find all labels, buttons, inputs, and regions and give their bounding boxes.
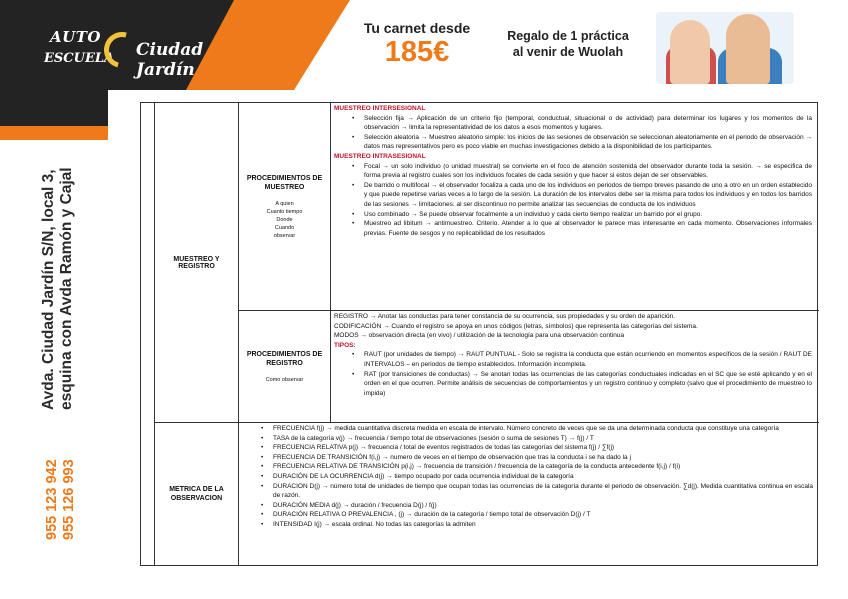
logo-text-name: Ciudad Jardín [136, 40, 204, 80]
list-item: • DURACIÓN DE LA OCURRENCIA d(j) → tiempo ocupado por cada ocurrencia individual de la categoría [243, 472, 813, 482]
list-item: • Focal → un solo individuo (o unidad muestral) se convierte en el foco de atención sostenida del observador durante toda la sesión. → se especifica de forma previa al registro cuales son los individuos focales de cada sesión y que hacer si estos dejan de ser observables. [334, 162, 812, 181]
list-item: • DURACIÓN RELATIVA O PREVALENCIA , (j) → duración de la categoría / tiempo total de observación D(j) / T [243, 510, 813, 520]
list-item: • TASA de la categoría v(j) → frecuencia / tiempo total de observaciones (sesión o suma de sesiones T) → f(j) / T [243, 434, 813, 444]
gift-line-1: Regalo de 1 práctica [507, 29, 629, 43]
registro-definition: REGISTRO → Anotar las conductas para tener constancia de su ocurrencia, sus propiedades y su orden de aparición. [334, 313, 676, 320]
label-procedimientos-registro: PROCEDIMIENTOS DE REGISTRO Como observar [239, 311, 331, 423]
notes-table [140, 102, 818, 566]
promo-price: 185€ [384, 36, 450, 68]
row-label-metrica: METRICA DE LA OBSERVACION [155, 423, 239, 565]
row-label-muestreo-registro: MUESTREO Y REGISTRO [155, 103, 239, 423]
list-item: • Muestreo ad libitum → antimuestreo. Criterio. Atender a lo que al observador le parece mas interesante en cada momento. Observaciones informales previas. Fuente de sesgos y no replicabilidad de los resultados [334, 219, 812, 238]
list-item: • FRECUENCIA DE TRANSICIÓN f(i,j) → numero de veces en el tiempo de observación que tras la conducta i se ha dado la j [243, 453, 813, 463]
muestreo-questions: A quien Cuanto tiempo Donde Cuando observar [266, 200, 303, 239]
logo-text-auto: AUTO [50, 28, 101, 46]
list-item: • INTENSIDAD I(j) → escala ordinal. No todas las categorías la admiten [243, 520, 813, 530]
label-procedimientos-muestreo: PROCEDIMIENTOS DE MUESTREO A quien Cuanto tiempo Donde Cuando observar [239, 103, 331, 311]
autoescuela-logo [40, 18, 250, 78]
header-orange-strip [0, 126, 108, 140]
gift-promo [498, 28, 638, 60]
list-item: • Selección fija → Aplicación de un criterio fijo (temporal, conductual, situacional o de actividad) para determinar los lugares y los momentos de la observación → limita la representatividad de los datos a esos momentos y lugares. [334, 114, 812, 133]
address-line-2: esquina con Avda Ramón y Cajal [58, 167, 75, 410]
registro-question: Como observar [265, 376, 304, 383]
muestreo-content-cell [331, 103, 819, 311]
gift-line-2: al venir de Wuolah [512, 45, 624, 59]
intersesional-title: MUESTREO INTERSESIONAL [334, 105, 426, 112]
phone-numbers [44, 430, 78, 540]
list-item: • FRECUENCIA f(j) → medida cuantitativa discreta medida en escala de intervalo. Número concreto de veces que se da una determinada conducta que constituye una categoría [243, 424, 813, 434]
price-promo [352, 20, 482, 68]
address-line-1: Avda. Ciudad Jardín S/N, local 3, [40, 169, 57, 410]
metrica-content-cell [239, 423, 819, 565]
list-item: • DURACION D(j) → número total de unidades de tiempo que ocupan todas las ocurrencias de la categoría durante el periodo de observación. ∑d(j). Medida cuantitativa continua en escala de razón. [243, 482, 813, 501]
list-item: • RAUT (por unidades de tiempo) → RAUT PUNTUAL - Solo se registra la conducta que están ocurriendo en momentos específicos de la sesión / RAUT DE INTERVALOS – en periodos de tiempo establecidos. Información incompleta. [334, 350, 812, 369]
registro-content-cell [331, 311, 819, 423]
list-item: • De barrido o multifocal → el observador focaliza a cada uno de los individuos en periodos de tiempo breves pasando de uno a otro en un orden establecido y que puede repetirse varias veces a lo largo de la sesión. La duración de los intervalos debe ser la misma para todos los individuos y en todos los barridos de las sesiones → limitaciones: al ser discontinuo no permite analizar las secuencias de conducta de los individuos [334, 181, 812, 210]
phone-2: 955 126 993 [61, 459, 77, 540]
intrasesional-title: MUESTREO INTRASESIONAL [334, 152, 426, 160]
table-margin-column [141, 103, 155, 565]
logo-text-escuela: ESCUELA [44, 51, 115, 66]
list-item: • Selección aleatoria → Muestreo aleatorio simple: los inicios de las sesiones de observación se seleccionan aleatoriamente en el periodo de observación → datos mas representativos pero es poco viable en muchas investigaciones debido a la disponibilidad de los participantes. [334, 133, 812, 152]
address-text [40, 140, 76, 410]
phone-1: 955 123 942 [44, 459, 60, 540]
codificacion-definition: CODIFICACIÓN → Cuando el registro se apoya en unos códigos (letras, símbolos) que representa las categorías del sistema. [334, 322, 698, 330]
modos-definition: MODOS → observación directa (en vivo) / utilización de la tecnología para una observación continua [334, 332, 625, 340]
list-item: • FRECUENCIA RELATIVA DE TRANSICIÓN p(i,j) → frecuencia de transición / frecuencia de la categoría de la conducta antecedente f(i,j) / f(i) [243, 462, 813, 472]
list-item: • DURACIÓN MEDIA d(j) → duración / frecuencia D(j) / f(j) [243, 501, 813, 511]
list-item: • FRECUENCIA RELATIVA p(j) → frecuencia / total de eventos registrados de todas las categorías del sistema f(j) / ∑f(j) [243, 443, 813, 453]
list-item: • Uso combinado → Se puede observar focalmente a un individuo y cada cierto tiempo realizar un barrido por el grupo. [334, 210, 812, 220]
promo-title: Tu carnet desde [363, 20, 471, 36]
tipos-title: TIPOS: [334, 341, 356, 349]
list-item: • RAT (por transiciones de conductas) → Se anotan todas las ocurrencias de las categorías conductuales indicadas en el SC que se esté aplicando y en el orden en el que ocurren. Permite análisis de secuencias de comportamientos y un registro continuo y completo (salvo que el procedimiento de muestreo lo impida) [334, 370, 812, 399]
students-photo [656, 12, 794, 84]
